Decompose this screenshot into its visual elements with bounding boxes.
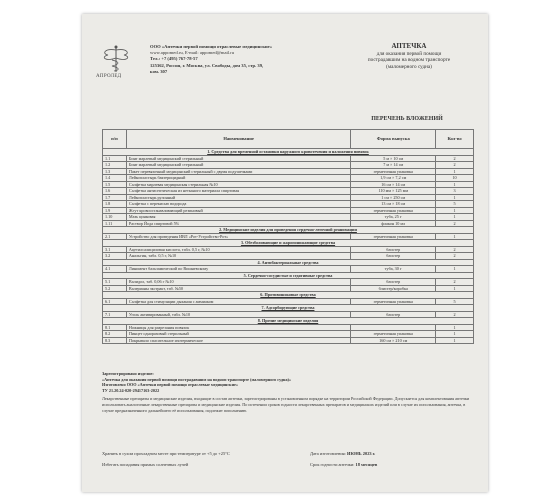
item-qty: 1 [436, 337, 474, 344]
item-number: 1.5 [103, 181, 127, 188]
item-number: 1.11 [103, 220, 127, 227]
item-number: 1.6 [103, 188, 127, 195]
shelf-value: 18 месяцев [355, 462, 378, 467]
item-qty: 1 [436, 181, 474, 188]
item-name: Анальгин, табл. 0,5 г, №10 [126, 253, 350, 260]
item-name: Лейкопластырь рулонный [126, 194, 350, 201]
notes-block [102, 371, 474, 413]
item-qty: 2 [436, 220, 474, 227]
item-name: Уголь активированный, табл. №10 [126, 311, 350, 318]
item-name: Валерианы экстракт, таб. №50 [126, 285, 350, 292]
item-number: 1.7 [103, 194, 127, 201]
item-qty: 1 [436, 207, 474, 214]
company-address-1: 125362, Россия, г. Москва, ул. Свободы, дом 35, стр. 39, [150, 62, 264, 68]
item-name: Мазь цинковая [126, 214, 350, 221]
title-line-2: пострадавшим на водном транспорте [367, 57, 451, 64]
item-number: 5.2 [103, 285, 127, 292]
tech-spec: ТУ 21.20.24-020-29417163-2022 [102, 387, 160, 393]
item-number: 4.1 [103, 266, 127, 273]
item-form: 110 мм × 125 мм [351, 188, 436, 195]
item-name: Бинт марлевый медицинский стерильный [126, 155, 350, 162]
item-qty: 5 [436, 201, 474, 208]
item-name: Линимент бальзамический по Вишневскому [126, 266, 350, 273]
shelf-label: Срок годности аптечки: [310, 462, 355, 467]
item-number: 2.1 [103, 233, 127, 240]
item-name: Устройство для проведения ИВЛ «Рот-Устройство-Рот» [126, 233, 350, 240]
item-number: 8.3 [103, 337, 127, 344]
item-form: герметичная упаковка [351, 168, 436, 175]
item-number: 1.3 [103, 168, 127, 175]
item-name: Валидол, таб. 0,06 г №10 [126, 279, 350, 286]
item-number: 1.8 [103, 201, 127, 208]
title-line-1: для оказания первой помощи [376, 51, 442, 57]
item-qty: 2 [436, 279, 474, 286]
item-form: 1,9 см × 7,2 см [351, 175, 436, 182]
date-label: Дата изготовления: [310, 451, 346, 456]
manufacture-date [310, 451, 375, 456]
item-qty: 2 [436, 253, 474, 260]
manufacturer: Изготовлено ООО «Аптечки первой помощи отраслевые медицинские» [102, 382, 238, 388]
item-qty: 1 [436, 194, 474, 201]
section-title: 6. Противошоковые средства [103, 292, 474, 299]
item-form: 160 см × 210 см [351, 337, 436, 344]
item-name: Ацетилсалициловая кислота, табл. 0,5 г, №10 [126, 246, 350, 253]
section-title: 4. Антибактериальные средства [103, 259, 474, 266]
item-number: 8.2 [103, 331, 127, 338]
notes-paragraph: Лекарственные препараты и медицинские изделия, входящие в состав аптечки, зарегистрированы в установленном порядке на территории Российской Федерации. Допускается для комплектования аптечки использовать аналогичные лекарственные препараты и медицинские изделия. По истечении сроков годности лекарственных препаратов и медицинских изделий или в случае их использования, аптечка, в случае предназначенного дальнейшего её использования, подлежит пополнению. [102, 396, 470, 413]
item-qty: 1 [436, 214, 474, 221]
item-name: Покрывало спасательное изотермическое [126, 337, 350, 344]
date-value: ИЮНЬ 2023 г. [347, 451, 376, 456]
item-qty: 1 [436, 233, 474, 240]
item-form: герметичная упаковка [351, 233, 436, 240]
section-title: 1. Средства для временной остановки наружного кровотечения и наложения повязок [103, 149, 474, 156]
light-note: Избегать попадания прямых солнечных лучей [102, 462, 189, 467]
item-name: Бинт марлевый медицинский стерильный [126, 162, 350, 169]
item-qty: 2 [436, 155, 474, 162]
item-number: 1.1 [103, 155, 127, 162]
section-title: 7. Адсорбирующие средства [103, 305, 474, 312]
item-qty: 1 [436, 266, 474, 273]
item-form: туба, 25 г [351, 214, 436, 221]
item-form: блистер [351, 311, 436, 318]
item-name: Пинцет одноразовый стерильный [126, 331, 350, 338]
item-name: Салфетка антисептическая из нетканого материала спиртовая [126, 188, 350, 195]
header-qty: Кол-во [436, 130, 474, 149]
company-web: www.appomed.ru, E-mail: appomed@mail.ru [150, 50, 235, 56]
item-name: Жгут кровоостанавливающий резиновый [126, 207, 350, 214]
item-number: 1.4 [103, 175, 127, 182]
shelf-life [310, 462, 377, 467]
item-number: 3.1 [103, 246, 127, 253]
item-number: 1.10 [103, 214, 127, 221]
item-qty: 2 [436, 311, 474, 318]
section-title: 3. Обезболивающие и жаропонижающие средства [103, 240, 474, 247]
company-phone: Тел.: +7 (495) 767-78-57 [150, 56, 198, 62]
table-header-row [103, 130, 474, 149]
item-form: герметичная упаковка [351, 298, 436, 305]
logo-text: АПРОЛЕД [96, 74, 122, 79]
caduceus-logo-icon [96, 44, 136, 74]
item-qty: 1 [436, 168, 474, 175]
item-qty: 5 [436, 298, 474, 305]
company-address-2: ком. 307 [150, 68, 168, 74]
contents-table [102, 129, 474, 344]
item-name: Ножницы для разрезания повязок [126, 324, 350, 331]
item-form: 13 см × 18 см [351, 201, 436, 208]
item-number: 6.1 [103, 298, 127, 305]
item-form: герметичная упаковка [351, 331, 436, 338]
section-title: 5. Сердечно-сосудистые и седативные средства [103, 272, 474, 279]
item-form: флакон 10 мл [351, 220, 436, 227]
item-form: туба, 30 г [351, 266, 436, 273]
item-qty: 1 [436, 331, 474, 338]
item-number: 8.1 [103, 324, 127, 331]
document-sheet [82, 14, 488, 492]
section-title: 2. Медицинские изделия для проведения сердечно-легочной реанимации [103, 227, 474, 234]
title-line-3: (маломерного судна) [386, 63, 432, 70]
document-title [344, 42, 474, 70]
item-qty: 1 [436, 324, 474, 331]
item-form: блистер [351, 246, 436, 253]
header-form: Форма выпуска [351, 130, 436, 149]
item-qty: 1 [436, 285, 474, 292]
header-number: п/п [103, 130, 127, 149]
item-form: блистер [351, 279, 436, 286]
item-form: блистер [351, 253, 436, 260]
item-qty: 3 [436, 188, 474, 195]
registration-name: «Аптечка для оказания первой помощи пострадавшим на водном транспорте (маломерного судна)» [102, 376, 292, 382]
item-number: 7.1 [103, 311, 127, 318]
item-number: 3.2 [103, 253, 127, 260]
table-body [103, 149, 474, 344]
item-form: 7 м × 14 см [351, 162, 436, 169]
header-name: Наименование [126, 130, 350, 149]
item-form: 5 м × 10 см [351, 155, 436, 162]
item-number: 5.1 [103, 279, 127, 286]
item-number: 1.2 [103, 162, 127, 169]
item-form: 16 см × 14 см [351, 181, 436, 188]
item-form: герметичная упаковка [351, 207, 436, 214]
item-form: 1 см × 250 см [351, 194, 436, 201]
item-name: Салфетка марлевая медицинская стерильная №10 [126, 181, 350, 188]
item-number: 1.9 [103, 207, 127, 214]
table-row [103, 337, 474, 344]
storage-note: Хранить в сухом прохладном месте при температуре от +5 до +25°С [102, 451, 230, 456]
item-name: Пакет перевязочный медицинский стерильный с двумя подушечками [126, 168, 350, 175]
item-form: блистер/коробка [351, 285, 436, 292]
list-heading: ПЕРЕЧЕНЬ ВЛОЖЕНИЙ [371, 116, 443, 122]
title-main: АПТЕЧКА [391, 42, 427, 50]
item-name: Раствор Йода спиртовой 5% [126, 220, 350, 227]
item-qty: 2 [436, 246, 474, 253]
company-name: ООО «Аптечки первой помощи отраслевые медицинские» [150, 44, 273, 49]
item-name: Салфетка для стимуляции дыхания с аммиаком [126, 298, 350, 305]
item-qty: 2 [436, 162, 474, 169]
section-title: 8. Прочие медицинские изделия [103, 318, 474, 325]
item-qty: 10 [436, 175, 474, 182]
item-name: Лейкопластырь бактерицидный [126, 175, 350, 182]
company-info [150, 44, 300, 75]
registration-label: Зарегистрировано изделие: [102, 371, 154, 376]
item-name: Салфетка с перекисью водорода [126, 201, 350, 208]
